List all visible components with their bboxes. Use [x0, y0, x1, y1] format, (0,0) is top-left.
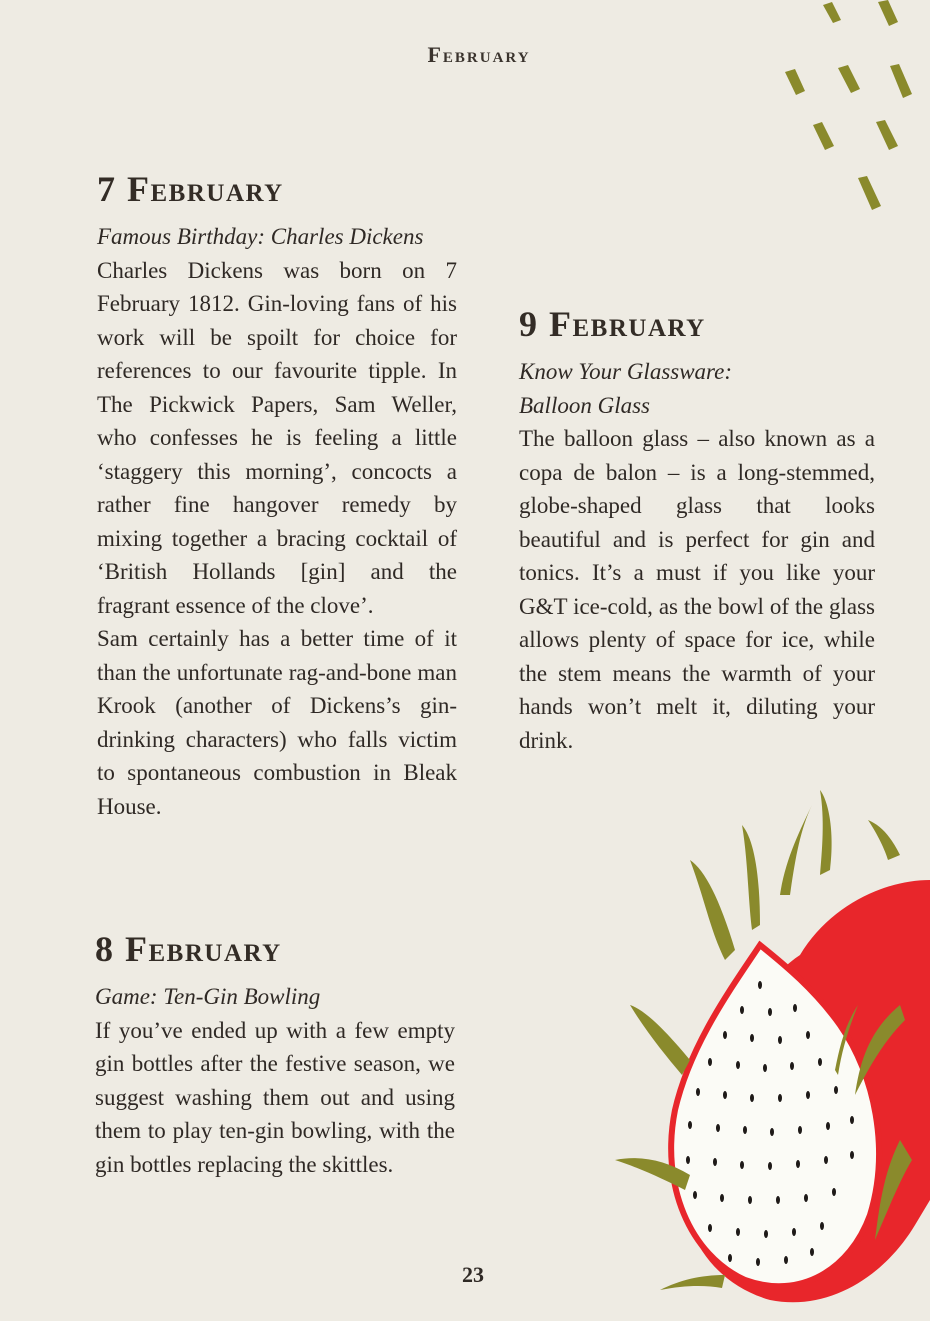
- entry-subtitle: Know Your Glassware: Balloon Glass: [519, 359, 733, 418]
- entry-7-february: [97, 168, 457, 823]
- entry-paragraph: If you’ve ended up with a few empty gin bottles after the festive season, we suggest washing them out and using them to play ten-gin bowling, with the gin bottles replacing the skittles.: [95, 1017, 455, 1177]
- olive-brush-dashes: [785, 0, 912, 210]
- entry-date-heading: 7 February: [97, 169, 284, 209]
- running-head-title: February: [427, 42, 531, 67]
- entry-paragraph: Sam certainly has a better time of it than the unfortunate rag-and-bone man Krook (another of Dickens’s gin-drinking characters) who falls victim to spontaneous combustion in Bleak House.: [97, 626, 457, 819]
- page-number: 23: [462, 1262, 484, 1287]
- entry-subtitle: Game: Ten-Gin Bowling: [95, 984, 321, 1009]
- entry-subtitle: Famous Birthday: Charles Dickens: [97, 224, 424, 249]
- entry-9-february: [519, 303, 875, 757]
- entry-8-february: [95, 928, 455, 1181]
- dragon-fruit-illustration: [615, 790, 930, 1302]
- entry-date-heading: 8 February: [95, 929, 282, 969]
- entry-date-heading: 9 February: [519, 304, 706, 344]
- entry-paragraph: The balloon glass – also known as a copa de balon – is a long-stemmed, globe-shaped glass that looks beautiful and is perfect for gin and tonics. It’s a must if you like your G&T ice-cold, as the bowl of the glass allows plenty of space for ice, while the stem means the warmth of your hands won’t melt it, diluting your drink.: [519, 426, 875, 753]
- entry-paragraph: Charles Dickens was born on 7 February 1812. Gin-loving fans of his work will be spoilt for choice for references to our favourite tipple. In The Pickwick Papers, Sam Weller, who confesses he is feeling a little ‘staggery this morning’, concocts a rather fine hangover remedy by mixing together a bracing cocktail of ‘British Hollands [gin] and the fragrant essence of the clove’.: [97, 257, 457, 618]
